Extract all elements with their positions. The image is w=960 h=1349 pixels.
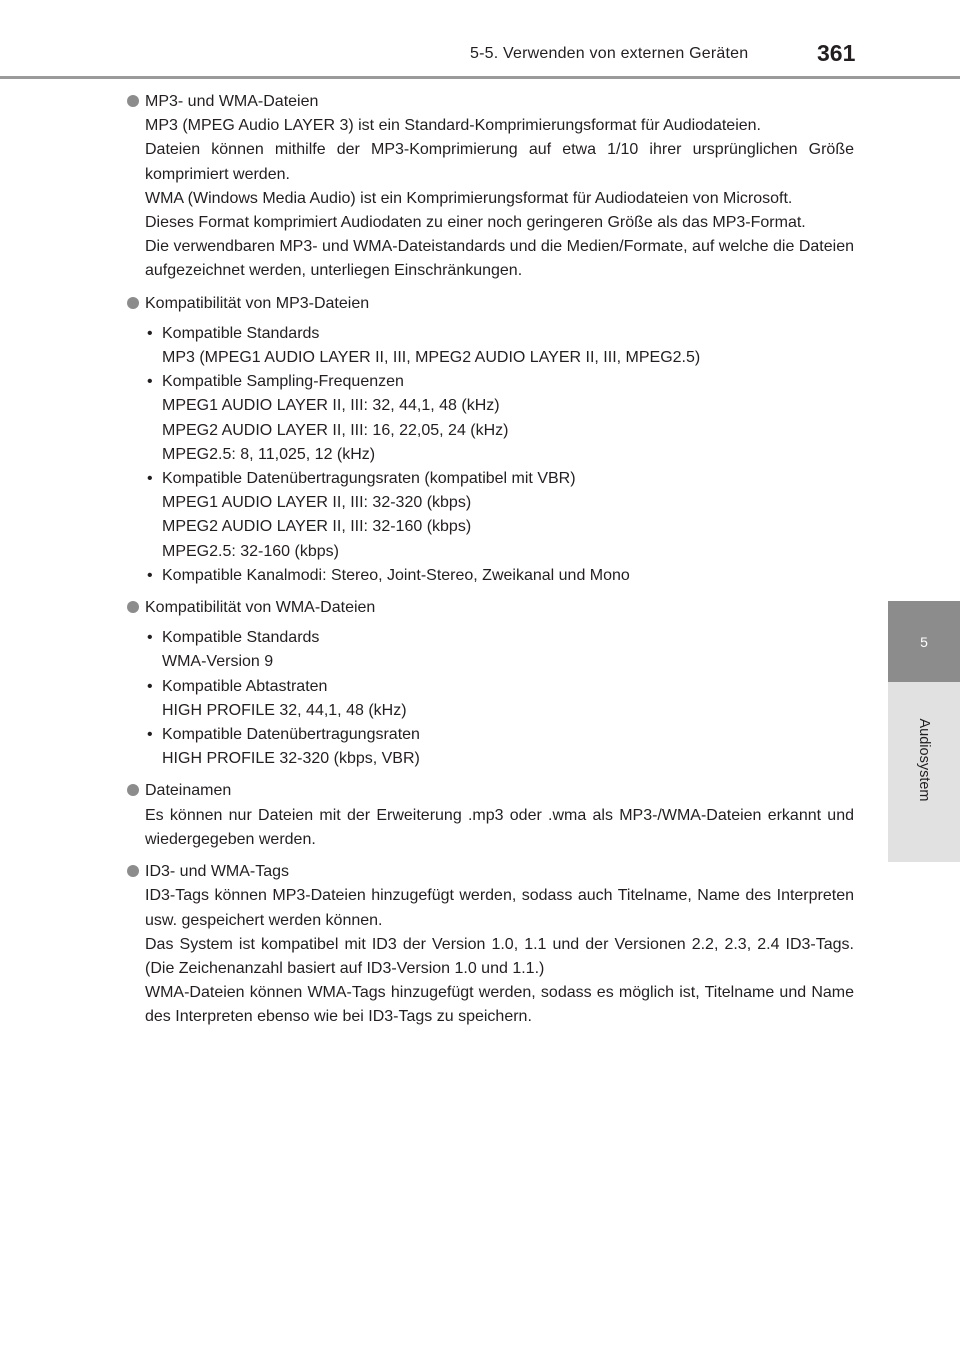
page-header: [0, 0, 960, 80]
page-number: 361: [817, 40, 856, 66]
list-item-value: MPEG2 AUDIO LAYER II, III: 32-160 (kbps): [162, 518, 472, 536]
bullet-dot-icon: [127, 601, 139, 613]
list-item-value: MPEG1 AUDIO LAYER II, III: 32, 44,1, 48 (kHz): [162, 397, 500, 415]
list-item: [145, 723, 854, 771]
paragraph: Dieses Format komprimiert Audiodaten zu einer noch geringeren Größe als das MP3-Format.: [145, 214, 806, 232]
list-item-value: MPEG2.5: 8, 11,025, 12 (kHz): [162, 445, 376, 463]
chapter-tab-number: 5: [888, 601, 960, 682]
bullet-dot-icon: [127, 297, 139, 309]
list-item-value: WMA-Version 9: [162, 653, 274, 671]
paragraph: MP3 (MPEG Audio LAYER 3) ist ein Standard-Komprimierungsformat für Audiodateien.: [145, 117, 761, 135]
section-heading: Dateinamen: [145, 782, 232, 800]
paragraph: WMA-Dateien können WMA-Tags hinzugefügt werden, sodass es möglich ist, Titelname und Name des Interpreten ebenso wie bei ID3-Tags zu speichern.: [145, 984, 854, 1026]
section-heading: MP3- und WMA-Dateien: [145, 93, 319, 110]
bullet-dot-icon: [127, 784, 139, 796]
bullet-dot-icon: [127, 95, 139, 107]
list-item-value: HIGH PROFILE 32-320 (kbps, VBR): [162, 750, 420, 768]
spec-list: [145, 322, 854, 588]
section-mp3-compatibility: [127, 292, 854, 588]
section-wma-compatibility: [127, 596, 854, 771]
list-item-label: • Kompatible Abtastraten: [162, 677, 328, 695]
spec-list: [145, 626, 854, 771]
chapter-tab-title: Audiosystem: [916, 718, 932, 802]
section-file-names: [127, 779, 854, 852]
list-item: [145, 564, 854, 588]
list-item-value: HIGH PROFILE 32, 44,1, 48 (kHz): [162, 701, 407, 719]
section-heading: ID3- und WMA-Tags: [145, 863, 290, 881]
section-heading: Kompatibilität von MP3-Dateien: [145, 294, 370, 312]
section-heading: Kompatibilität von WMA-Dateien: [145, 599, 376, 617]
list-item-label: • Kompatible Sampling-Frequenzen: [162, 373, 404, 391]
header-divider: [0, 76, 960, 79]
list-item: [145, 626, 854, 674]
list-item-value: MP3 (MPEG1 AUDIO LAYER II, III, MPEG2 AUDIO LAYER II, III, MPEG2.5): [162, 349, 701, 367]
list-item-label: • Kompatible Datenübertragungsraten (kompatibel mit VBR): [162, 470, 576, 488]
paragraph: Dateien können mithilfe der MP3-Komprimierung auf etwa 1/10 ihrer ursprünglichen Größe komprimiert werden.: [145, 141, 854, 183]
list-item-label: • Kompatible Datenübertragungsraten: [162, 726, 420, 744]
list-item-value: MPEG1 AUDIO LAYER II, III: 32-320 (kbps): [162, 494, 472, 512]
paragraph: ID3-Tags können MP3-Dateien hinzugefügt werden, sodass auch Titelname, Name des Interpreten usw. gespeichert werden können.: [145, 887, 854, 929]
list-item: [145, 322, 854, 370]
bullet-dot-icon: [127, 865, 139, 877]
list-item-label: • Kompatible Standards: [162, 324, 320, 342]
list-item: [145, 370, 854, 467]
chapter-tab: [888, 682, 960, 862]
list-item-value: MPEG2 AUDIO LAYER II, III: 16, 22,05, 24 (kHz): [162, 421, 509, 439]
section-title: 5-5. Verwenden von externen Geräten: [470, 45, 749, 62]
list-item-value: MPEG2.5: 32-160 (kbps): [162, 542, 339, 560]
section-id3-wma-tags: [127, 860, 854, 1029]
paragraph: Es können nur Dateien mit der Erweiterung .mp3 oder .wma als MP3-/WMA-Dateien erkannt und wiedergegeben werden.: [145, 806, 854, 848]
paragraph: Die verwendbaren MP3- und WMA-Dateistandards und die Medien/Formate, auf welche die Dateien aufgezeichnet werden, unterliegen Einschränkungen.: [145, 238, 854, 280]
page-content: [127, 90, 854, 1038]
section-mp3-wma-files: [127, 90, 854, 284]
list-item: [145, 675, 854, 723]
paragraph: WMA (Windows Media Audio) ist ein Komprimierungsformat für Audiodateien von Microsoft.: [145, 189, 793, 207]
list-item-label: • Kompatible Standards: [162, 629, 320, 647]
paragraph: Das System ist kompatibel mit ID3 der Version 1.0, 1.1 und der Versionen 2.2, 2.3, 2.4 ID3-Tags. (Die Zeichenanzahl basiert auf ID3-Version 1.0 und 1.1.): [145, 935, 854, 977]
list-item-label: • Kompatible Kanalmodi: Stereo, Joint-Stereo, Zweikanal und Mono: [162, 566, 630, 584]
list-item: [145, 467, 854, 564]
